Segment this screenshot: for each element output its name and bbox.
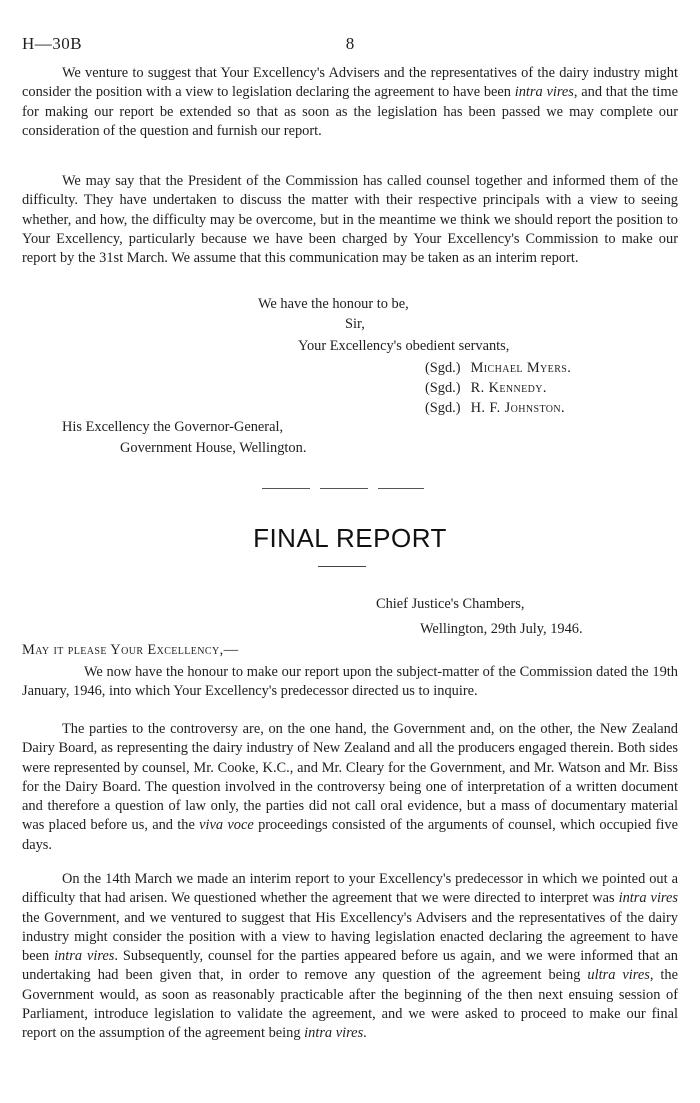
signatory-name: H. F. Johnston. — [470, 400, 566, 416]
letter-para2-text: We may say that the President of the Commission has called counsel together and informed them of the difficulty. They have undertaken to discuss the matter with their respective principals with a view to seeing whether, and how, the difficulty may be overcome, but in the meantime we think we should report the position to Your Excellency, particularly because we have been charged by Your Excellency's Commission to make our report by the 31st March. We assume that this communication may be taken as an interim report. — [22, 173, 678, 267]
report-para3-text: On the 14th March we made an interim report to your Excellency's predecessor in which we pointed out a difficulty that had arisen. We questioned whether the agreement that we were directed to interpret was intra vires the Government, and we ventured to suggest that His Excellency's Advisers and the representatives of the dairy industry might consider the position with a view to having legislation enacted declaring the agreement to have been intra vires. Subsequently, counsel for the parties appeared before us again, and we were informed that an undertaking had been given that, in order to remove any question of the agreement being ultra vires, the Government would, as soon as reasonably practicable after the beginning of the then next ensuing session of Parliament, introduce legislation to validate the agreement, and we were asked to proceed to make our final report on the assumption of the agreement being intra vires. — [22, 871, 678, 1042]
obedient-servants: Your Excellency's obedient servants, — [298, 338, 510, 354]
report-paragraph-2 — [22, 720, 678, 855]
salutation-sir: Sir, — [345, 316, 365, 332]
section-title: FINAL REPORT — [253, 523, 447, 553]
report-para1-text: We now have the honour to make our report upon the subject-matter of the Commission dated the 19th January, 1946, into which Your Excellency's predecessor directed us to inquire. — [22, 664, 678, 700]
report-paragraph-3 — [22, 870, 678, 1044]
report-para2-text: The parties to the controversy are, on the one hand, the Government and, on the other, the New Zealand Dairy Board, as representing the dairy industry of New Zealand and all the producers engaged therein. Both sides were represented by counsel, Mr. Cooke, K.C., and Mr. Cleary for the Government, and Mr. Watson and Mr. Biss for the Dairy Board. The question involved in the controversy being one of interpretation of a written document and therefore a question of law only, the parties did not call oral evidence, but a mass of documentary material was placed before us, and the viva voce proceedings consisted of the arguments of counsel, which occupied five days. — [22, 721, 678, 853]
addressee-line-1: His Excellency the Governor-General, — [62, 419, 284, 435]
closing-line: We have the honour to be, — [258, 296, 409, 312]
addressee-line-2: Government House, Wellington. — [120, 440, 307, 456]
report-date: Wellington, 29th July, 1946. — [420, 621, 583, 637]
separator-rule-segment — [320, 488, 368, 489]
signatory-2 — [425, 380, 547, 397]
document-code: H—30B — [22, 34, 83, 53]
letter-para1-text: We venture to suggest that Your Excellency's Advisers and the representatives of the dairy industry might consider the position with a view to legislation declaring the agreement to have been intra vires, and that the time for making our report be extended so that as soon as the legislation has been passed we may complete our consideration of the question and furnish our report. — [22, 65, 678, 139]
title-underline — [318, 566, 366, 567]
separator-rule-segment — [262, 488, 310, 489]
signatory-1 — [425, 360, 571, 377]
report-paragraph-1 — [22, 663, 678, 702]
signatory-name: R. Kennedy. — [470, 380, 547, 396]
signatory-prefix: (Sgd.) — [425, 380, 461, 396]
signatory-prefix: (Sgd.) — [425, 360, 461, 376]
signatory-prefix: (Sgd.) — [425, 400, 461, 416]
signatory-3 — [425, 400, 565, 417]
signatory-name: Michael Myers. — [470, 360, 572, 376]
page-number: 8 — [345, 34, 355, 53]
separator-rule-segment — [378, 488, 424, 489]
report-place: Chief Justice's Chambers, — [376, 596, 525, 612]
letter-paragraph-1 — [22, 64, 678, 141]
letter-paragraph-2 — [22, 172, 678, 268]
report-salutation: May it please Your Excellency,— — [22, 642, 239, 658]
